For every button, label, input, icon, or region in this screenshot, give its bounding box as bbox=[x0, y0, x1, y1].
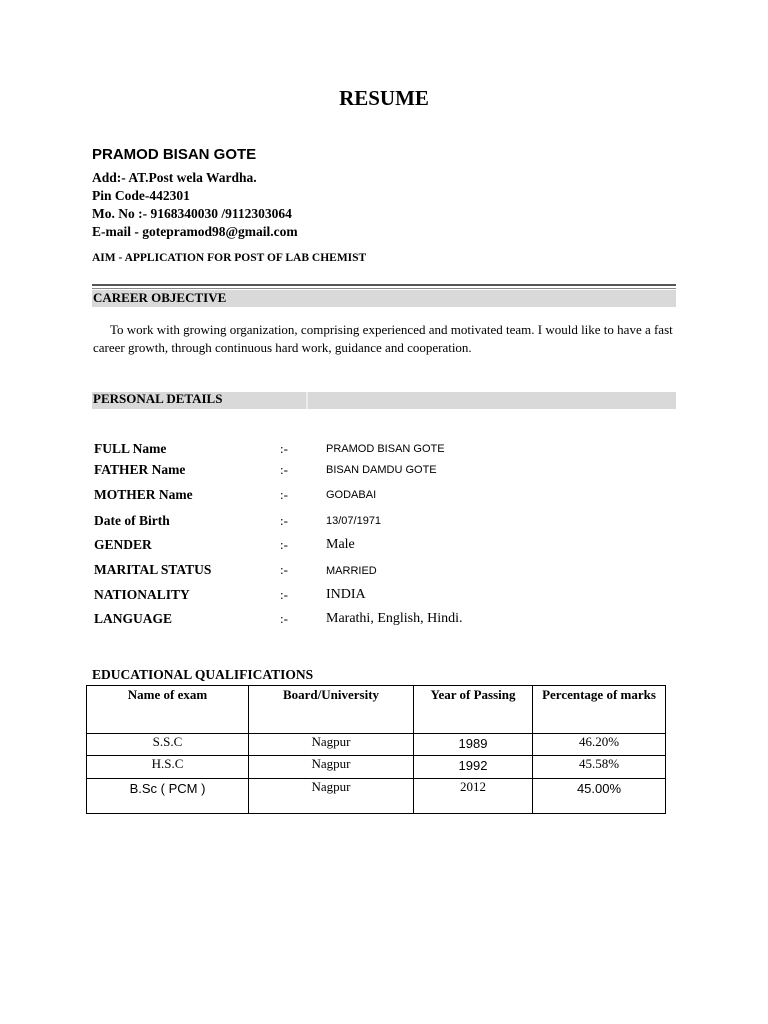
career-objective-heading: CAREER OBJECTIVE bbox=[93, 290, 227, 305]
column-header-year: Year of Passing bbox=[414, 686, 533, 734]
career-objective-text: To work with growing organization, comprising experienced and motivated team. I would like to have a fast career growth, through continuous hard work, guidance and cooperation. bbox=[93, 322, 673, 355]
marital-status-label: MARITAL STATUS bbox=[94, 562, 212, 577]
separator: :- bbox=[280, 611, 288, 626]
full-name-value: PRAMOD BISAN GOTE bbox=[326, 443, 445, 455]
pin-code-line: Pin Code-442301 bbox=[92, 188, 190, 203]
year-cell: 1989 bbox=[414, 734, 533, 756]
board-cell: Nagpur bbox=[249, 756, 414, 779]
gender-value: Male bbox=[326, 537, 355, 552]
email-line: E-mail - gotepramod98@gmail.com bbox=[92, 224, 298, 239]
language-value: Marathi, English, Hindi. bbox=[326, 611, 463, 626]
dob-label: Date of Birth bbox=[94, 513, 170, 528]
column-header-exam: Name of exam bbox=[87, 686, 249, 734]
separator: :- bbox=[280, 537, 288, 552]
full-name-label: FULL Name bbox=[94, 441, 167, 456]
address-line: Add:- AT.Post wela Wardha. bbox=[92, 170, 257, 185]
marital-status-value: MARRIED bbox=[326, 565, 377, 577]
separator: :- bbox=[280, 513, 288, 528]
personal-details-heading: PERSONAL DETAILS bbox=[93, 391, 223, 406]
mother-name-value: GODABAI bbox=[326, 489, 377, 501]
percent-cell: 45.58% bbox=[533, 756, 666, 779]
table-row bbox=[87, 756, 666, 779]
year-cell: 2012 bbox=[414, 779, 533, 814]
separator: :- bbox=[280, 562, 288, 577]
bar-divider bbox=[306, 392, 308, 409]
table-row bbox=[87, 734, 666, 756]
nationality-value: INDIA bbox=[326, 587, 366, 602]
aim-line: AIM - APPLICATION FOR POST OF LAB CHEMIST bbox=[92, 252, 367, 264]
mother-name-label: MOTHER Name bbox=[94, 487, 193, 502]
section-rule bbox=[92, 284, 676, 286]
board-cell: Nagpur bbox=[249, 779, 414, 814]
nationality-label: NATIONALITY bbox=[94, 587, 190, 602]
father-name-value: BISAN DAMDU GOTE bbox=[326, 464, 437, 476]
section-rule-thin bbox=[92, 288, 676, 289]
year-cell: 1992 bbox=[414, 756, 533, 779]
table-row bbox=[87, 779, 666, 814]
education-table bbox=[86, 685, 666, 814]
father-name-label: FATHER Name bbox=[94, 462, 186, 477]
percent-cell: 45.00% bbox=[533, 779, 666, 814]
separator: :- bbox=[280, 587, 288, 602]
column-header-board: Board/University bbox=[249, 686, 414, 734]
exam-cell: S.S.C bbox=[87, 734, 249, 756]
separator: :- bbox=[280, 462, 288, 477]
column-header-percentage: Percentage of marks bbox=[533, 686, 666, 734]
separator: :- bbox=[280, 441, 288, 456]
exam-cell: B.Sc ( PCM ) bbox=[87, 779, 249, 814]
language-label: LANGUAGE bbox=[94, 611, 173, 626]
exam-cell: H.S.C bbox=[87, 756, 249, 779]
candidate-name: PRAMOD BISAN GOTE bbox=[92, 146, 257, 163]
mobile-line: Mo. No :- 9168340030 /9112303064 bbox=[92, 206, 292, 221]
gender-label: GENDER bbox=[94, 537, 152, 552]
education-heading: EDUCATIONAL QUALIFICATIONS bbox=[92, 667, 314, 682]
percent-cell: 46.20% bbox=[533, 734, 666, 756]
separator: :- bbox=[280, 487, 288, 502]
dob-value: 13/07/1971 bbox=[326, 515, 382, 527]
board-cell: Nagpur bbox=[249, 734, 414, 756]
table-header-row bbox=[87, 686, 666, 734]
resume-title: RESUME bbox=[339, 86, 429, 110]
